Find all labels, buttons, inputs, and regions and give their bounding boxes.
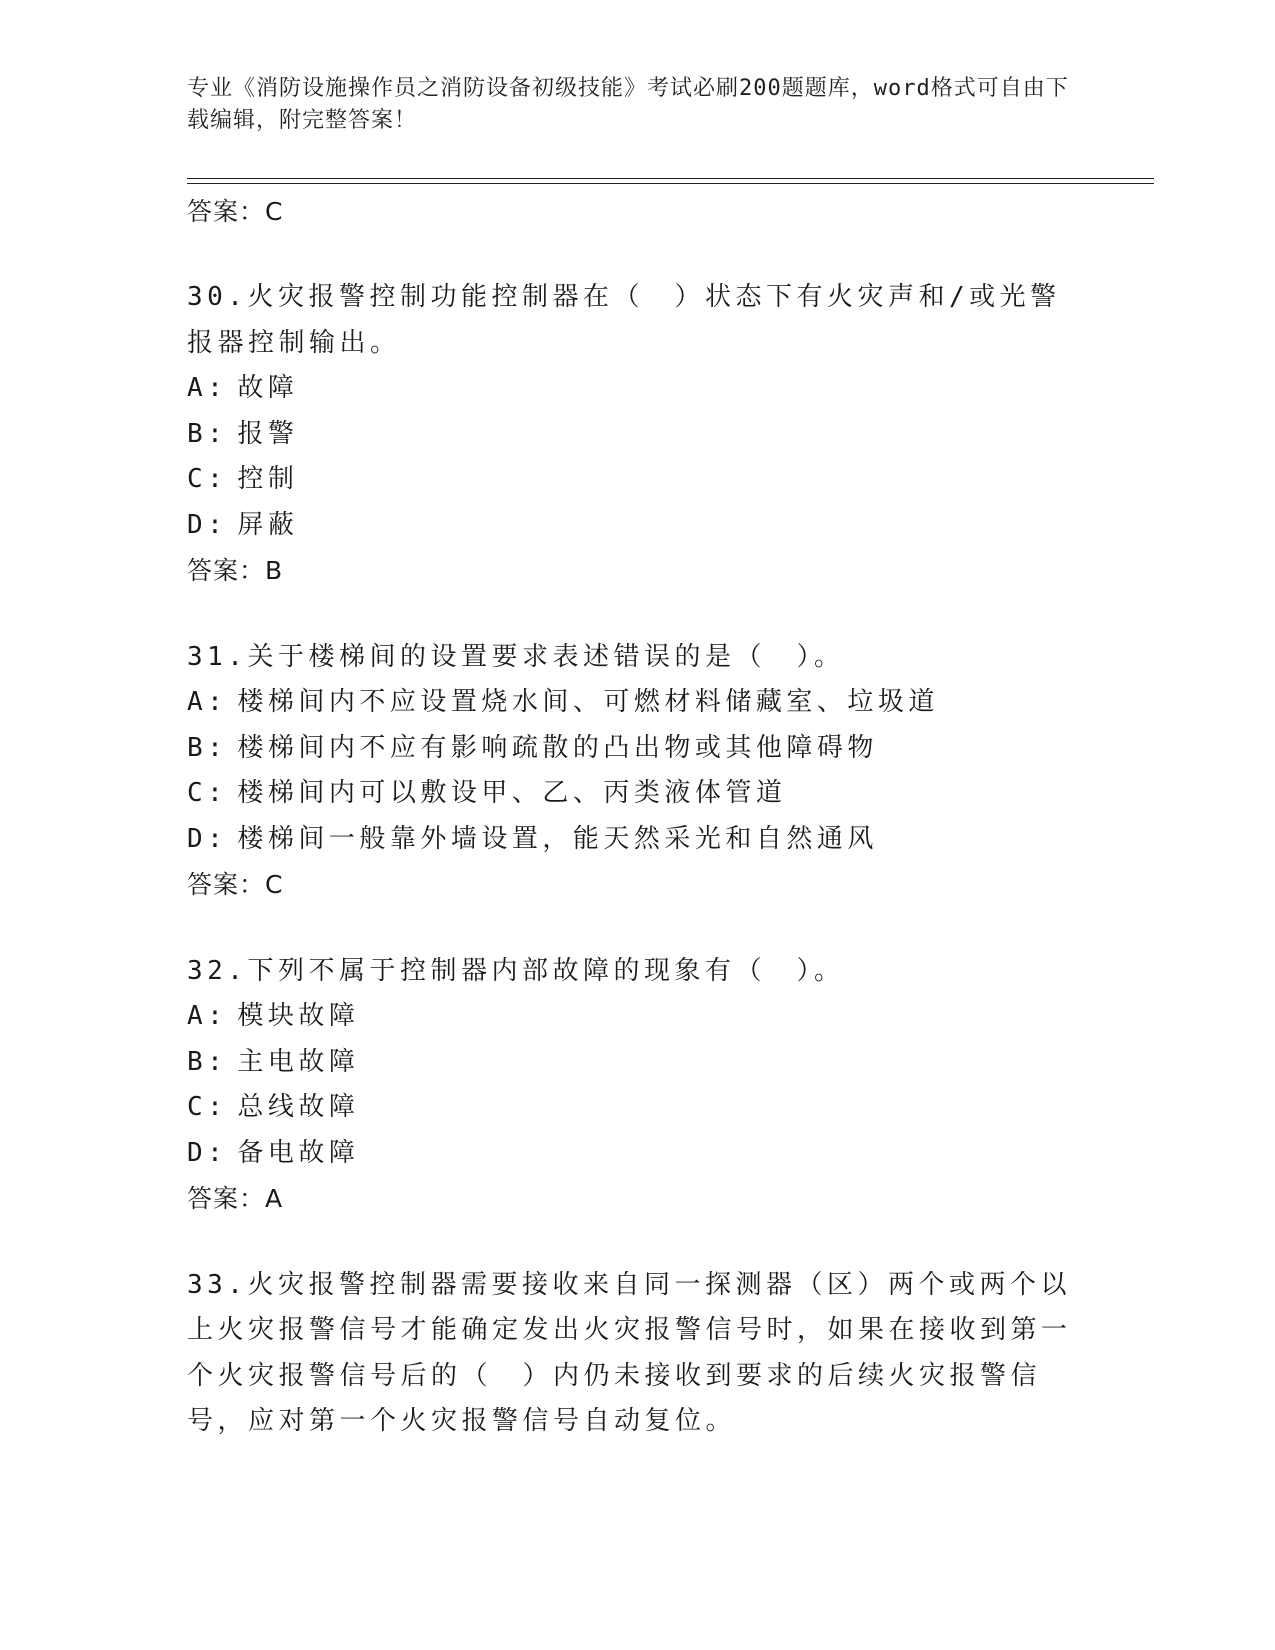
option-key: D: (187, 823, 228, 854)
option-b (187, 412, 1087, 458)
option-key: B: (187, 732, 228, 763)
question-answer: 答案：A (187, 1184, 284, 1213)
option-a (187, 366, 1087, 412)
question-stem: 32.下列不属于控制器内部故障的现象有（ ）。 (187, 955, 845, 986)
option-text: 模块故障 (237, 1001, 360, 1031)
option-d (187, 817, 1087, 863)
option-text: 主电故障 (237, 1046, 360, 1077)
question-30 (187, 275, 1087, 594)
option-key: D: (187, 509, 228, 540)
question-answer: 答案：C (187, 870, 284, 899)
option-key: C: (187, 464, 228, 494)
option-key: C: (187, 1092, 228, 1122)
question-31 (187, 635, 1087, 908)
option-key: C: (187, 778, 228, 808)
option-text: 楼梯间内可以敷设甲、乙、丙类液体管道 (237, 778, 787, 808)
option-b (187, 1040, 1087, 1086)
option-text: 总线故障 (237, 1092, 360, 1122)
previous-answer: 答案：C (187, 197, 284, 226)
option-key: D: (187, 1137, 228, 1168)
option-key: A: (187, 687, 228, 717)
question-stem: 31.关于楼梯间的设置要求表述错误的是（ ）。 (187, 641, 845, 672)
question-33 (187, 1263, 1087, 1445)
option-text: 屏蔽 (237, 509, 299, 540)
option-key: A: (187, 1001, 228, 1031)
option-key: A: (187, 373, 228, 403)
option-key: B: (187, 418, 228, 449)
option-d (187, 503, 1087, 549)
option-a (187, 994, 1087, 1040)
page-header: 专业《消防设施操作员之消防设备初级技能》考试必刷200题题库，word格式可自由下载编辑，附完整答案！ (187, 76, 1069, 133)
option-text: 楼梯间内不应设置烧水间、可燃材料储藏室、垃圾道 (237, 687, 939, 717)
option-c (187, 1085, 1087, 1131)
document-body (187, 187, 1087, 1445)
option-text: 楼梯间一般靠外墙设置，能天然采光和自然通风 (237, 823, 878, 854)
option-text: 控制 (237, 464, 299, 494)
option-text: 备电故障 (237, 1137, 360, 1168)
header-rule-top (187, 178, 1154, 179)
option-text: 故障 (237, 373, 299, 403)
question-stem: 33.火灾报警控制器需要接收来自同一探测器（区）两个或两个以上火灾报警信号才能确定发出火灾报警信号时，如果在接收到第一个火灾报警信号后的（ ）内仍未接收到要求的后续火灾报警信号，应对第一个火灾报警信号自动复位。 (187, 1269, 1072, 1436)
option-key: B: (187, 1046, 228, 1077)
option-text: 楼梯间内不应有影响疏散的凸出物或其他障碍物 (237, 732, 878, 763)
question-answer: 答案：B (187, 556, 284, 585)
option-d (187, 1131, 1087, 1177)
question-stem: 30.火灾报警控制功能控制器在（ ）状态下有火灾声和/或光警报器控制输出。 (187, 282, 1061, 358)
question-32 (187, 949, 1087, 1222)
header-rule-bottom (187, 183, 1154, 184)
option-c (187, 457, 1087, 503)
option-b (187, 726, 1087, 772)
option-a (187, 680, 1087, 726)
option-text: 报警 (237, 418, 299, 449)
option-c (187, 771, 1087, 817)
